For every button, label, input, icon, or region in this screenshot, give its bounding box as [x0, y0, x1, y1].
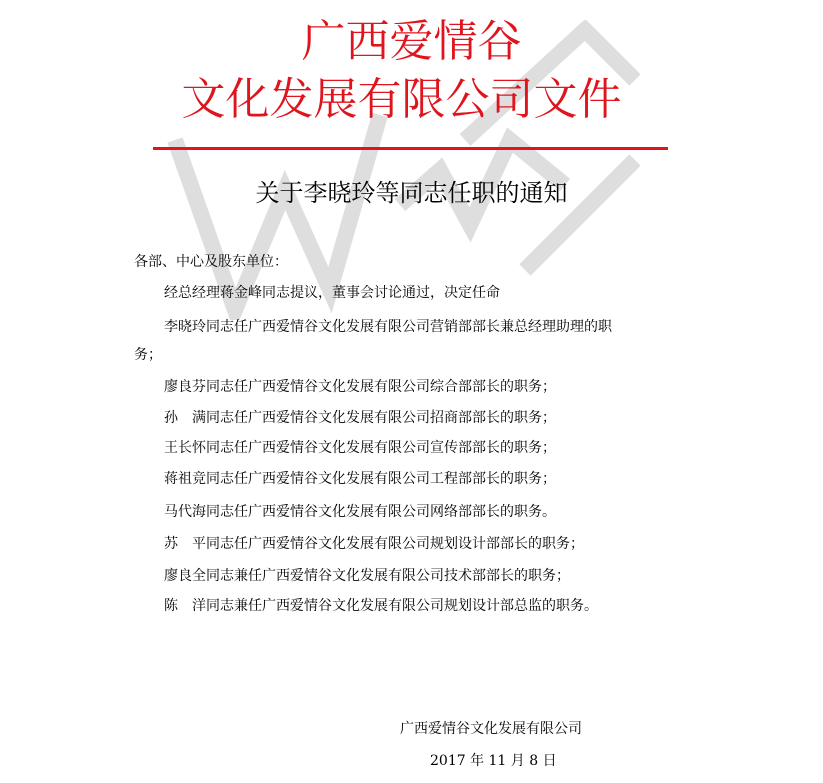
appointment-line: 李晓玲同志任广西爱情谷文化发展有限公司营销部部长兼总经理助理的职 — [164, 319, 612, 335]
notice-title: 关于李晓玲等同志任职的通知 — [255, 179, 568, 207]
appointment-line: 廖良全同志兼任广西爱情谷文化发展有限公司技术部部长的职务； — [164, 568, 570, 584]
appointment-line: 蒋祖竞同志任广西爱情谷文化发展有限公司工程部部长的职务； — [164, 471, 556, 487]
salutation: 各部、中心及股东单位： — [134, 254, 288, 270]
appointment-line: 陈 洋同志兼任广西爱情谷文化发展有限公司规划设计部总监的职务。 — [164, 598, 598, 614]
appointment-line-continuation: 务； — [134, 347, 162, 363]
appointment-line: 苏 平同志任广西爱情谷文化发展有限公司规划设计部部长的职务； — [164, 536, 584, 552]
intro-paragraph: 经总经理蒋金峰同志提议，董事会讨论通过，决定任命 — [164, 285, 500, 301]
header-divider — [153, 147, 668, 150]
document-header-org: 广西爱情谷 — [301, 16, 522, 67]
issuer-signature: 广西爱情谷文化发展有限公司 — [400, 721, 582, 737]
appointment-line: 廖良芬同志任广西爱情谷文化发展有限公司综合部部长的职务； — [164, 379, 556, 395]
document-header-doc-type: 文化发展有限公司文件 — [181, 74, 622, 125]
issue-date: 2017 年 11 月 8 日 — [430, 753, 557, 769]
appointment-line: 王长怀同志任广西爱情谷文化发展有限公司宣传部部长的职务； — [164, 440, 556, 456]
appointment-line: 马代海同志任广西爱情谷文化发展有限公司网络部部长的职务。 — [164, 504, 556, 520]
appointment-line: 孙 满同志任广西爱情谷文化发展有限公司招商部部长的职务； — [164, 410, 556, 426]
